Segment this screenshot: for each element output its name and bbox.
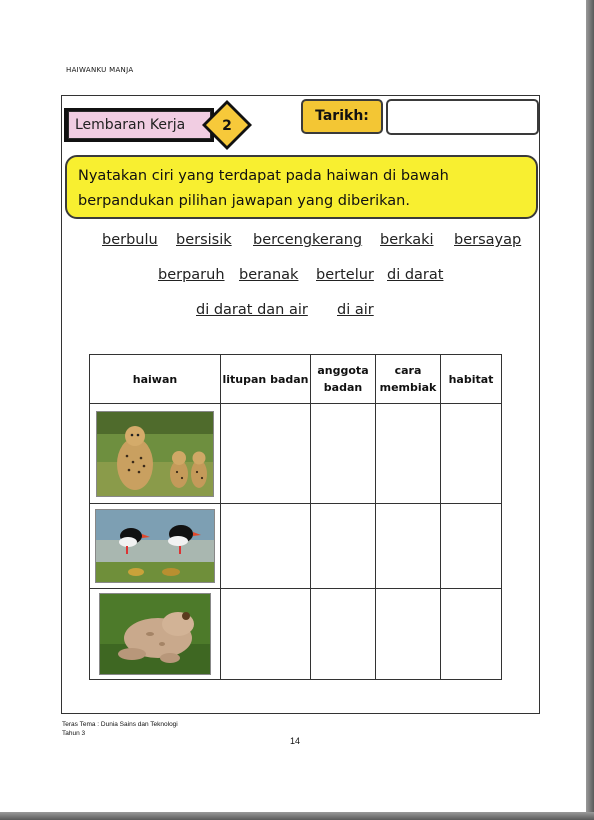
date-label: Tarikh:: [301, 99, 383, 134]
header-haiwan: haiwan: [90, 355, 221, 404]
running-header: HAIWANKU MANJA: [66, 66, 134, 74]
worksheet-number: 2: [222, 118, 232, 134]
option-bersisik: bersisik: [176, 232, 232, 248]
page-shadow-bottom: [0, 812, 594, 820]
worksheet-title: Lembaran Kerja: [68, 111, 211, 139]
instruction-box: [65, 155, 538, 219]
habitat-cell[interactable]: [441, 404, 502, 504]
option-beranak: beranak: [239, 267, 299, 283]
diamond-icon: [201, 99, 253, 151]
animal-cell: [90, 504, 221, 589]
litupan-badan-cell[interactable]: [221, 504, 311, 589]
anggota-badan-cell[interactable]: [311, 504, 376, 589]
worksheet-number-badge: [201, 99, 253, 151]
cara-membiak-cell[interactable]: [376, 589, 441, 680]
option-berparuh: berparuh: [158, 267, 225, 283]
option-bercengkerang: bercengkerang: [253, 232, 363, 248]
option-di-darat-dan-air: di darat dan air: [196, 302, 308, 318]
date-field[interactable]: [386, 99, 539, 135]
table-header-row: [90, 355, 502, 404]
option-di-air: di air: [337, 302, 374, 318]
header-cara-membiak: cara membiak: [376, 355, 441, 404]
cara-membiak-cell[interactable]: [376, 504, 441, 589]
footer-year: Tahun 3: [62, 730, 86, 737]
habitat-cell[interactable]: [441, 504, 502, 589]
option-berkaki: berkaki: [380, 232, 434, 248]
table-row: [90, 504, 502, 589]
header-habitat: habitat: [441, 355, 502, 404]
habitat-cell[interactable]: [441, 589, 502, 680]
page-shadow-right: [586, 0, 594, 820]
option-berbulu: berbulu: [102, 232, 158, 248]
animal-cell: [90, 404, 221, 504]
footer-theme: Teras Tema : Dunia Sains dan Teknologi: [62, 721, 178, 728]
header-anggota-badan: anggota badan: [311, 355, 376, 404]
litupan-badan-cell[interactable]: [221, 404, 311, 504]
page-number: 14: [290, 736, 301, 746]
header-litupan-badan: litupan badan: [221, 355, 311, 404]
frog-photo: [99, 593, 211, 675]
anggota-badan-cell[interactable]: [311, 404, 376, 504]
option-bersayap: bersayap: [454, 232, 522, 248]
cara-membiak-cell[interactable]: [376, 404, 441, 504]
option-di-darat: di darat: [387, 267, 444, 283]
cheetah-photo: [96, 411, 214, 497]
footer: [62, 720, 178, 738]
instruction-line-2: berpandukan pilihan jawapan yang diberikan.: [78, 193, 410, 209]
instruction-line-1: Nyatakan ciri yang terdapat pada haiwan di bawah: [78, 168, 449, 184]
animal-cell: [90, 589, 221, 680]
birds-photo: [95, 509, 215, 583]
litupan-badan-cell[interactable]: [221, 589, 311, 680]
anggota-badan-cell[interactable]: [311, 589, 376, 680]
table-row: [90, 404, 502, 504]
answer-table: [89, 354, 502, 680]
option-bertelur: bertelur: [316, 267, 374, 283]
table-row: [90, 589, 502, 680]
